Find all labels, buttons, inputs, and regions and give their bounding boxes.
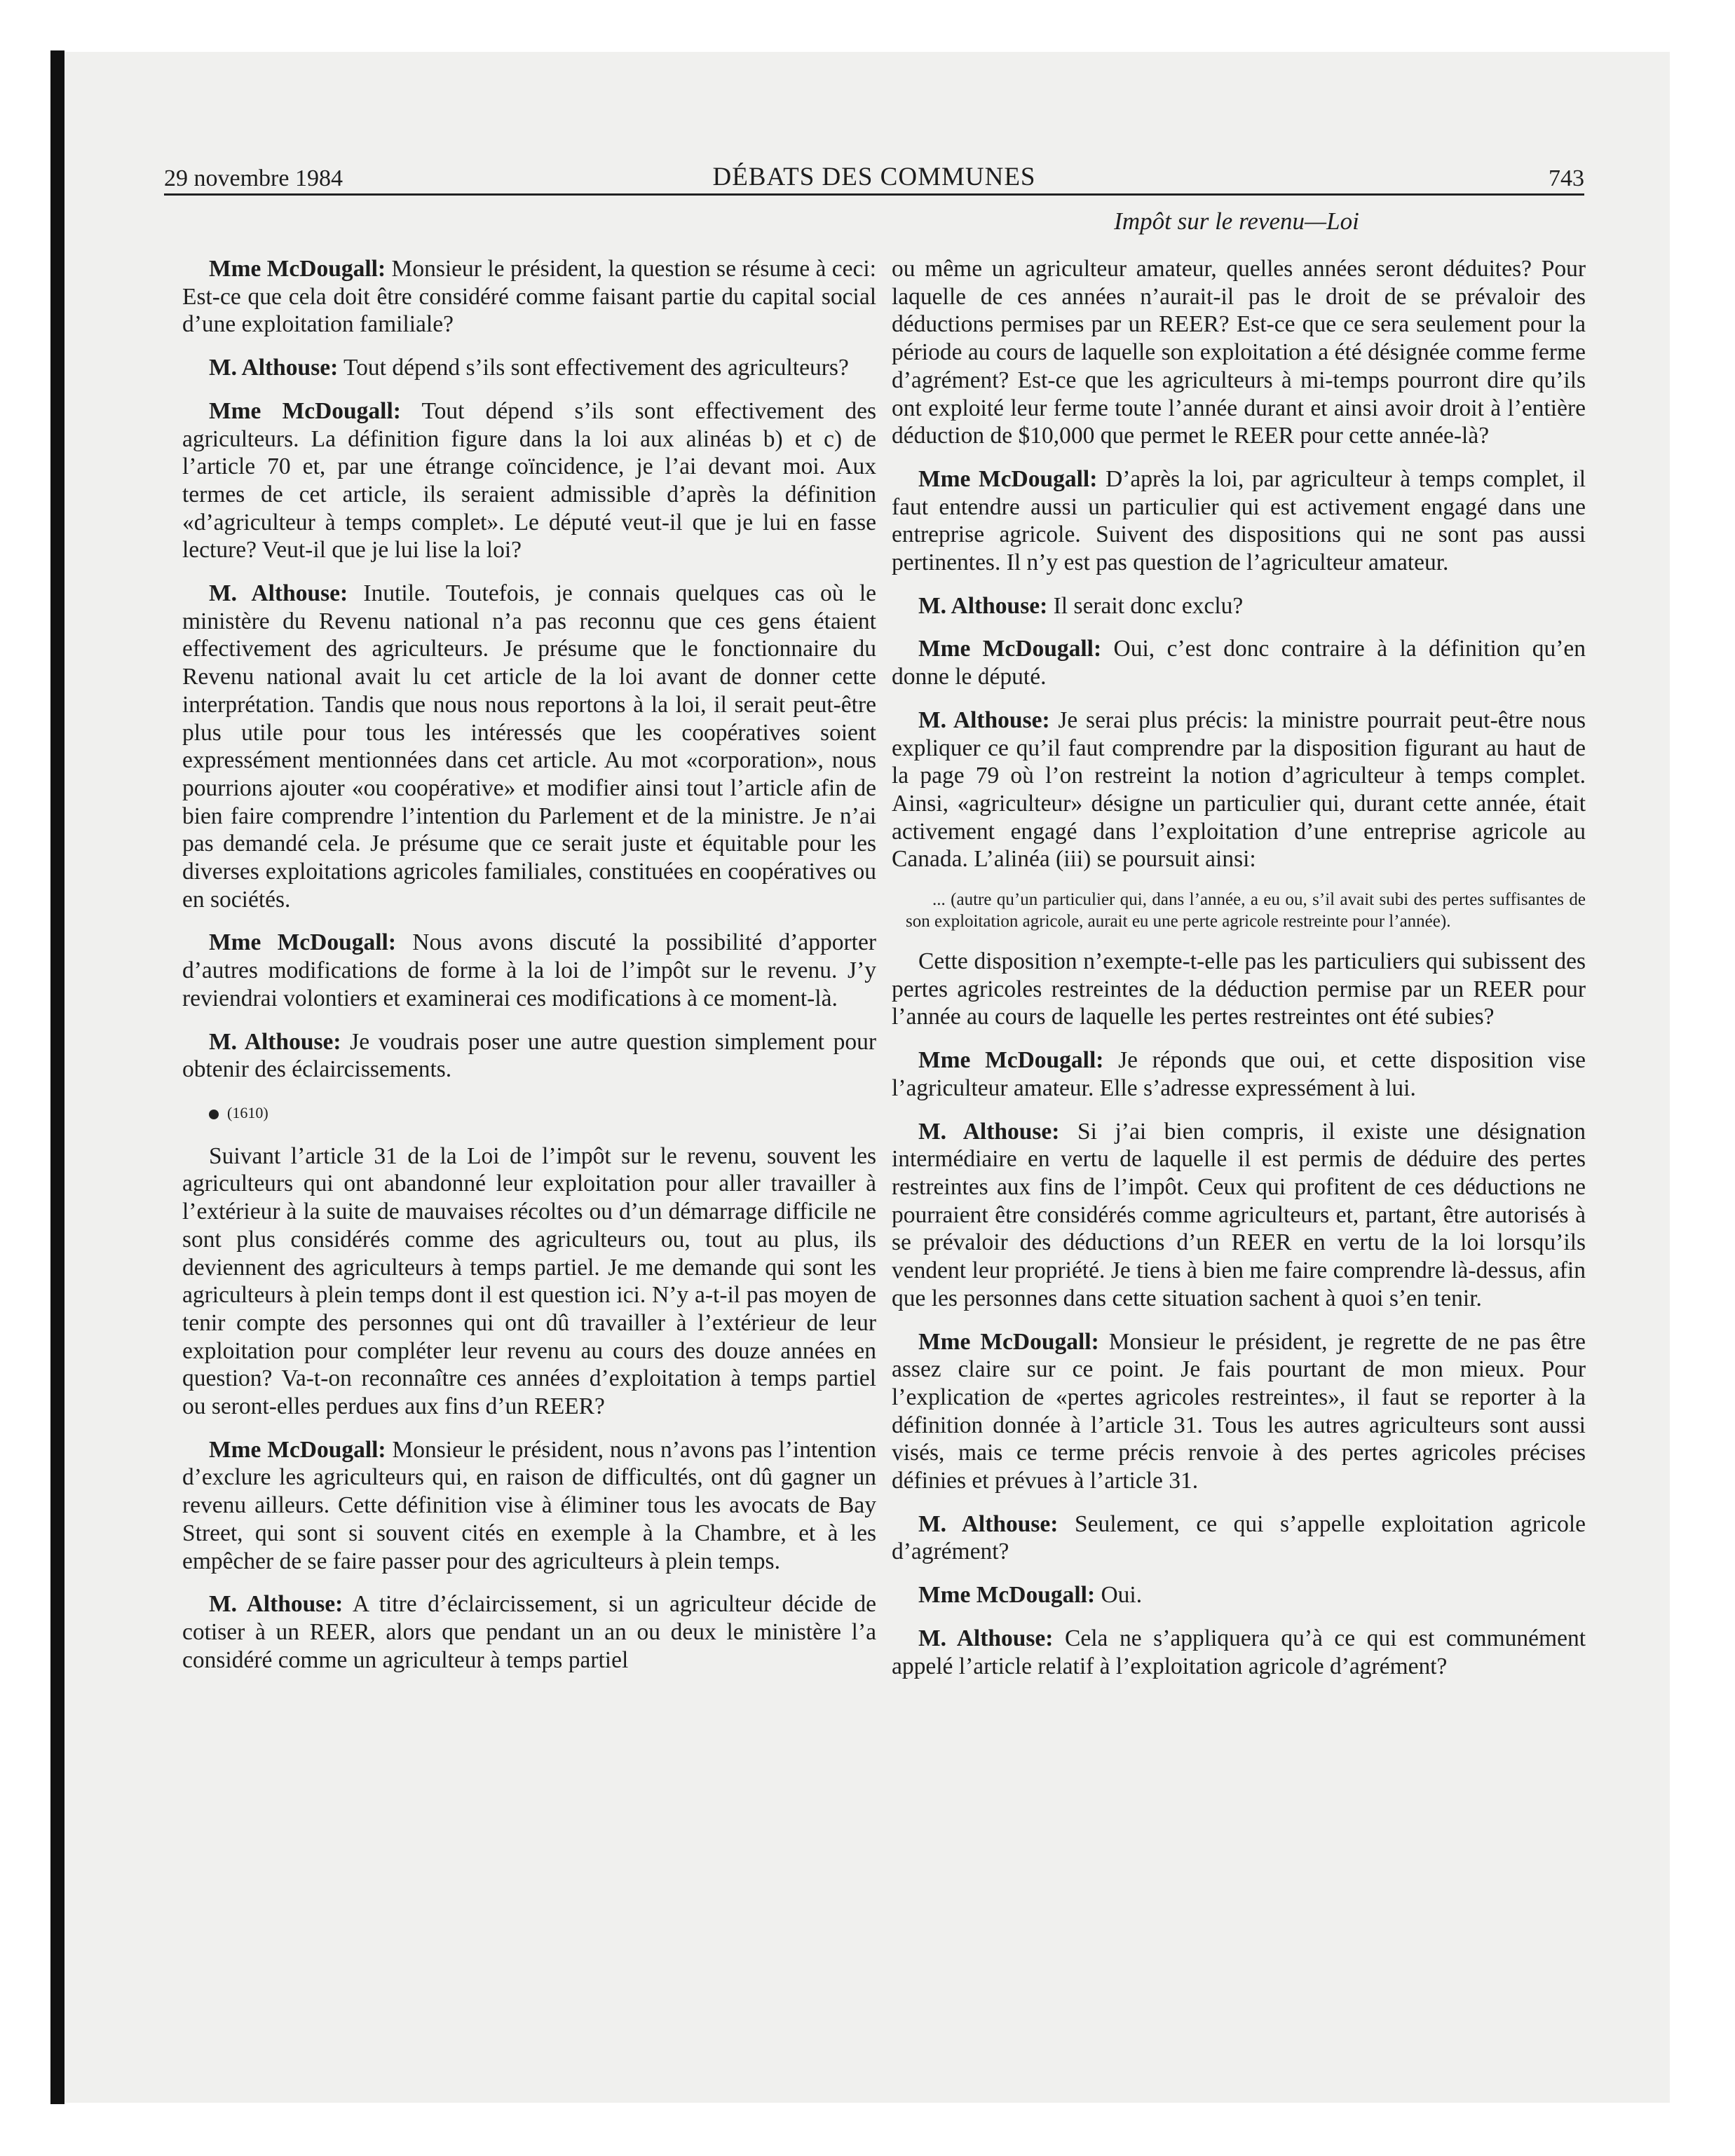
time-marker [182, 1099, 876, 1127]
speaker-name: Mme McDougall: [918, 1582, 1096, 1609]
paragraph-text: Nous avons discuté la possibilité d’apporter d’autres modifications de forme à la loi de l’impôt sur le revenu. J’y reviendrai volontiers et examinerai ces modifications à ce moment-là. [182, 929, 876, 1011]
paragraph [182, 255, 876, 339]
paragraph [182, 929, 876, 1012]
speaker-name: Mme McDougall: [918, 1047, 1104, 1074]
left-column [182, 255, 876, 1689]
speaker-name: Mme McDougall: [209, 256, 386, 282]
speaker-name: M. Althouse: [918, 1510, 1059, 1537]
speaker-name: M. Althouse: [209, 355, 339, 381]
speaker-name: Mme McDougall: [918, 1328, 1099, 1355]
paragraph-text: Cette disposition n’exempte-t-elle pas les particuliers qui subissent des pertes agricoles restreintes de la déduction permise par un REER pour l’année au cours de laquelle les pertes restreintes ont été subies? [892, 948, 1586, 1030]
paragraph-text: Monsieur le président, je regrette de ne pas être assez claire sur ce point. Je fais pourtant de mon mieux. Pour l’explication de «pertes agricoles restreintes», il faut se reporter à la définition donnée à l’article 31. Tous les autres agriculteurs sont aussi visés, mais ce terme précis renvoie à des pertes agricoles précises définies et prévues à l’article 31. [892, 1328, 1586, 1494]
speaker-name: Mme McDougall: [918, 465, 1098, 492]
speaker-name: M. Althouse: [209, 1591, 343, 1618]
paragraph-text: D’après la loi, par agriculteur à temps complet, il faut entendre aussi un particulier qui est activement engagé dans une entreprise agricole. Suivent des dispositions qui ne sont pas aussi pertinentes. Il n’y est pas question de l’agriculteur amateur. [892, 465, 1586, 576]
paragraph [892, 255, 1586, 450]
paragraph [892, 1328, 1586, 1495]
paragraph [182, 580, 876, 913]
paragraph-text: Oui, c’est donc contraire à la définition qu’en donne le député. [892, 636, 1586, 690]
paragraph [182, 354, 876, 382]
speaker-name: M. Althouse: [209, 1028, 341, 1055]
paragraph [892, 707, 1586, 873]
paragraph-text: Oui. [1095, 1582, 1143, 1609]
paragraph-text: ou même un agriculteur amateur, quelles années seront déduites? Pour laquelle de ces années n’aurait-il pas le droit de se prévaloir des déductions permises par un REER? Est-ce que ce sera seulement pour la période au cours de laquelle son exploitation a été désignée comme ferme d’agrément? Est-ce que les agriculteurs à mi-temps pourront dire qu’ils ont exploité leur ferme toute l’année durant et ainsi avoir droit à l’entière déduction de $10,000 que permet le REER pour cette année-là? [892, 256, 1586, 449]
paragraph [182, 1590, 876, 1674]
section-subtitle: Impôt sur le revenu—Loi [1114, 207, 1359, 235]
header-title: DÉBATS DES COMMUNES [712, 163, 1036, 191]
paragraph [182, 1436, 876, 1576]
paragraph [892, 1510, 1586, 1566]
speaker-name: M. Althouse: [918, 1118, 1060, 1145]
speaker-name: Mme McDougall: [209, 1436, 386, 1463]
speaker-name: M. Althouse: [918, 1625, 1054, 1651]
paragraph-text: Cela ne s’appliquera qu’à ce qui est communément appelé l’article relatif à l’exploitation agricole d’agrément? [892, 1625, 1586, 1679]
speaker-name: M. Althouse: [209, 580, 348, 607]
right-column [892, 255, 1586, 1696]
paragraph [182, 1028, 876, 1084]
header-date: 29 novembre 1984 [164, 165, 343, 191]
paragraph-text: Je serai plus précis: la ministre pourrait peut-être nous expliquer ce qu’il faut comprendre par la disposition figurant au haut de la page 79 où l’on restreint la notion d’agriculteur à temps complet. Ainsi, «agriculteur» désigne un particulier qui, durant cette année, était activement engagé dans l’exploitation d’une entreprise agricole au Canada. L’alinéa (iii) se poursuit ainsi: [892, 707, 1586, 873]
paragraph [892, 1625, 1586, 1680]
paragraph-text: Seulement, ce qui s’appelle exploitation agricole d’agrément? [892, 1510, 1586, 1565]
header-page-number: 743 [1549, 165, 1584, 191]
paragraph [892, 635, 1586, 690]
paragraph-text: Tout dépend s’ils sont effectivement des agriculteurs? [338, 355, 849, 381]
speaker-name: M. Althouse: [918, 592, 1048, 619]
paragraph [892, 1581, 1586, 1609]
speaker-name: Mme McDougall: [209, 397, 401, 424]
paragraph [892, 592, 1586, 620]
paragraph [892, 1118, 1586, 1313]
time-marker-text: (1610) [227, 1103, 268, 1121]
scan-edge [50, 50, 64, 2104]
paragraph [892, 1046, 1586, 1102]
speaker-name: Mme McDougall: [918, 636, 1102, 662]
paragraph-text: Monsieur le président, la question se résume à ceci: Est-ce que cela doit être considéré comme faisant partie du capital social d’une exploitation familiale? [182, 256, 876, 338]
paragraph [892, 948, 1586, 1031]
speaker-name: Mme McDougall: [209, 929, 397, 956]
paragraph-text: Tout dépend s’ils sont effectivement des agriculteurs. La définition figure dans la loi aux alinéas b) et c) de l’article 70 et, par une étrange coïncidence, je l’ai devant moi. Aux termes de cet article, ils seraient admissible d’après la définition «d’agriculteur à temps complet». Le député veut-il que je lui en fasse lecture? Veut-il que je lui lise la loi? [182, 397, 876, 564]
paragraph-text: A titre d’éclaircissement, si un agriculteur décide de cotiser à un REER, alors que pendant un an ou deux le ministère l’a considéré comme un agriculteur à temps partiel [182, 1591, 877, 1673]
bullet-icon [209, 1110, 219, 1119]
paragraph-text: Suivant l’article 31 de la Loi de l’impôt sur le revenu, souvent les agriculteurs qui ont abandonné leur exploitation pour aller travailler à l’extérieur à la suite de mauvaises récoltes ou d’un démarrage difficile ne sont plus considérés comme des agriculteurs ou, tout au plus, ils deviennent des agriculteurs à temps partiel. Je me demande qui sont les agriculteurs à plein temps dont il est question ici. N’y a-t-il pas moyen de tenir compte des personnes qui ont dû travailler à l’extérieur de leur exploitation pour compléter leur revenu au cours des douze années en question? Va-t-on reconnaître ces années d’exploitation à temps partiel ou seront-elles perdues aux fins d’un REER? [182, 1142, 876, 1420]
speaker-name: M. Althouse: [918, 707, 1050, 733]
paragraph-text: Je voudrais poser une autre question simplement pour obtenir des éclaircissements. [182, 1028, 876, 1083]
paragraph-text: Monsieur le président, nous n’avons pas l’intention d’exclure les agriculteurs qui, en raison de difficultés, ont dû gagner un revenu ailleurs. Cette définition vise à éliminer tous les avocats de Bay Street, qui sont si souvent cités en exemple à la Chambre, et à les empêcher de se faire passer pour des agriculteurs à plein temps. [182, 1436, 876, 1574]
paragraph [892, 465, 1586, 577]
paragraph [182, 1142, 876, 1421]
paragraph-text: Si j’ai bien compris, il existe une désignation intermédiaire en vertu de laquelle il est permis de déduire des pertes restreintes aux fins de l’impôt. Ceux qui profitent de ces déductions ne pourraient être considérés comme agriculteurs et, partant, être autorisés à se prévaloir des déductions d’un REER en vertu de la loi lorsqu’ils vendent leur propriété. Je tiens à bien me faire comprendre là-dessus, afin que les personnes dans cette situation sachent à quoi s’en tenir. [892, 1118, 1586, 1311]
quoted-provision: ... (autre qu’un particulier qui, dans l’année, a eu ou, s’il avait subi des pertes suffisantes de son exploitation agricole, aurait eu une perte agricole restreinte pour l’année). [906, 890, 1586, 932]
paragraph-text: Inutile. Toutefois, je connais quelques cas où le ministère du Revenu national n’a pas reconnu que ces gens étaient effectivement des agriculteurs. Je présume que le fonctionnaire du Revenu national avait lu cet article de la loi avant de donner cette interprétation. Tandis que nous nous reportons à la loi, il serait peut-être plus utile pour tous les intéressés que les coopératives soient expressément mentionnées dans cet article. Au mot «corporation», nous pourrions ajouter «ou coopérative» et modifier ainsi tout l’article afin de bien faire comprendre l’intention du Parlement et de la ministre. Je n’ai pas demandé cela. Je présume que ce serait juste et équitable pour les diverses exploitations agricoles familiales, constituées en coopératives ou en sociétés. [182, 580, 877, 913]
page-header [164, 158, 1584, 196]
paragraph-text: Je réponds que oui, et cette disposition vise l’agriculteur amateur. Elle s’adresse expressément à lui. [892, 1047, 1586, 1101]
paragraph-text: Il serait donc exclu? [1047, 592, 1244, 619]
paragraph [182, 397, 876, 564]
